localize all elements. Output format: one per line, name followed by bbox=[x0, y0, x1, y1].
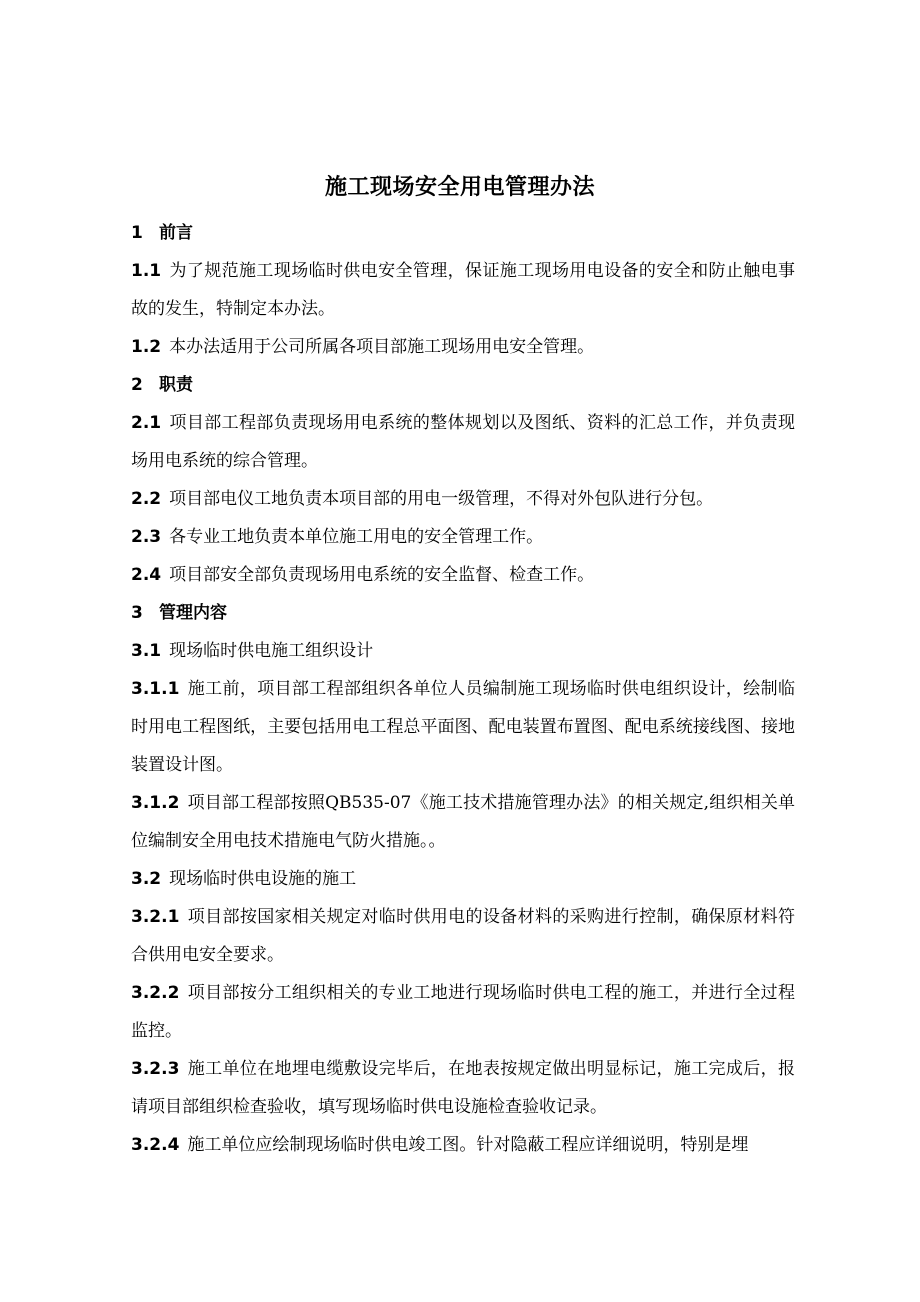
paragraph bbox=[131, 480, 795, 518]
clause-number: 3.1 bbox=[131, 641, 162, 661]
clause-number: 1.2 bbox=[131, 337, 162, 357]
clause-number: 2.2 bbox=[131, 489, 162, 509]
paragraph bbox=[131, 898, 795, 974]
clause-number: 2.3 bbox=[131, 527, 162, 547]
document-body bbox=[131, 214, 795, 1164]
section-number: 3 bbox=[131, 603, 143, 623]
paragraph bbox=[131, 974, 795, 1050]
clause-text: 项目部工程部负责现场用电系统的整体规划以及图纸、资料的汇总工作，并负责现场用电系统的综合管理。 bbox=[131, 413, 795, 471]
paragraph bbox=[131, 670, 795, 784]
section-title: 前言 bbox=[159, 223, 193, 243]
clause-number: 3.1.1 bbox=[131, 679, 180, 699]
clause-text: 项目部安全部负责现场用电系统的安全监督、检查工作。 bbox=[169, 565, 595, 585]
section-heading bbox=[131, 594, 795, 632]
clause-text: 现场临时供电施工组织设计 bbox=[169, 641, 374, 661]
clause-text: 项目部按分工组织相关的专业工地进行现场临时供电工程的施工，并进行全过程监控。 bbox=[131, 983, 795, 1041]
paragraph bbox=[131, 252, 795, 328]
clause-text: 项目部工程部按照QB535-07《施工技术措施管理办法》的相关规定,组织相关单位编制安全用电技术措施电气防火措施。。 bbox=[131, 793, 795, 851]
clause-text: 为了规范施工现场临时供电安全管理，保证施工现场用电设备的安全和防止触电事故的发生，特制定本办法。 bbox=[131, 261, 795, 319]
clause-number: 2.4 bbox=[131, 565, 162, 585]
section-title: 管理内容 bbox=[159, 603, 227, 623]
paragraph bbox=[131, 632, 795, 670]
paragraph bbox=[131, 518, 795, 556]
clause-number: 3.2.1 bbox=[131, 907, 180, 927]
paragraph bbox=[131, 328, 795, 366]
section-number: 2 bbox=[131, 375, 143, 395]
clause-number: 3.2 bbox=[131, 869, 162, 889]
paragraph bbox=[131, 556, 795, 594]
clause-text: 现场临时供电设施的施工 bbox=[169, 869, 357, 889]
clause-number: 1.1 bbox=[131, 261, 162, 281]
section-heading bbox=[131, 214, 795, 252]
clause-number: 3.1.2 bbox=[131, 793, 180, 813]
clause-number: 2.1 bbox=[131, 413, 162, 433]
clause-text: 施工前，项目部工程部组织各单位人员编制施工现场临时供电组织设计，绘制临时用电工程图纸，主要包括用电工程总平面图、配电装置布置图、配电系统接线图、接地装置设计图。 bbox=[131, 679, 795, 775]
clause-number: 3.2.3 bbox=[131, 1059, 180, 1079]
section-title: 职责 bbox=[159, 375, 193, 395]
clause-text: 项目部按国家相关规定对临时供用电的设备材料的采购进行控制，确保原材料符合供用电安全要求。 bbox=[131, 907, 795, 965]
clause-text: 本办法适用于公司所属各项目部施工现场用电安全管理。 bbox=[169, 337, 595, 357]
clause-number: 3.2.4 bbox=[131, 1135, 180, 1155]
paragraph bbox=[131, 1126, 795, 1164]
clause-text: 项目部电仪工地负责本项目部的用电一级管理，不得对外包队进行分包。 bbox=[169, 489, 714, 509]
clause-number: 3.2.2 bbox=[131, 983, 180, 1003]
paragraph bbox=[131, 404, 795, 480]
clause-text: 各专业工地负责本单位施工用电的安全管理工作。 bbox=[169, 527, 544, 547]
paragraph bbox=[131, 860, 795, 898]
paragraph bbox=[131, 784, 795, 860]
clause-text: 施工单位应绘制现场临时供电竣工图。针对隐蔽工程应详细说明，特别是埋 bbox=[187, 1135, 749, 1155]
paragraph bbox=[131, 1050, 795, 1126]
section-number: 1 bbox=[131, 223, 143, 243]
clause-text: 施工单位在地埋电缆敷设完毕后，在地表按规定做出明显标记，施工完成后，报请项目部组织检查验收，填写现场临时供电设施检查验收记录。 bbox=[131, 1059, 795, 1117]
section-heading bbox=[131, 366, 795, 404]
document-title: 施工现场安全用电管理办法 bbox=[324, 175, 595, 200]
